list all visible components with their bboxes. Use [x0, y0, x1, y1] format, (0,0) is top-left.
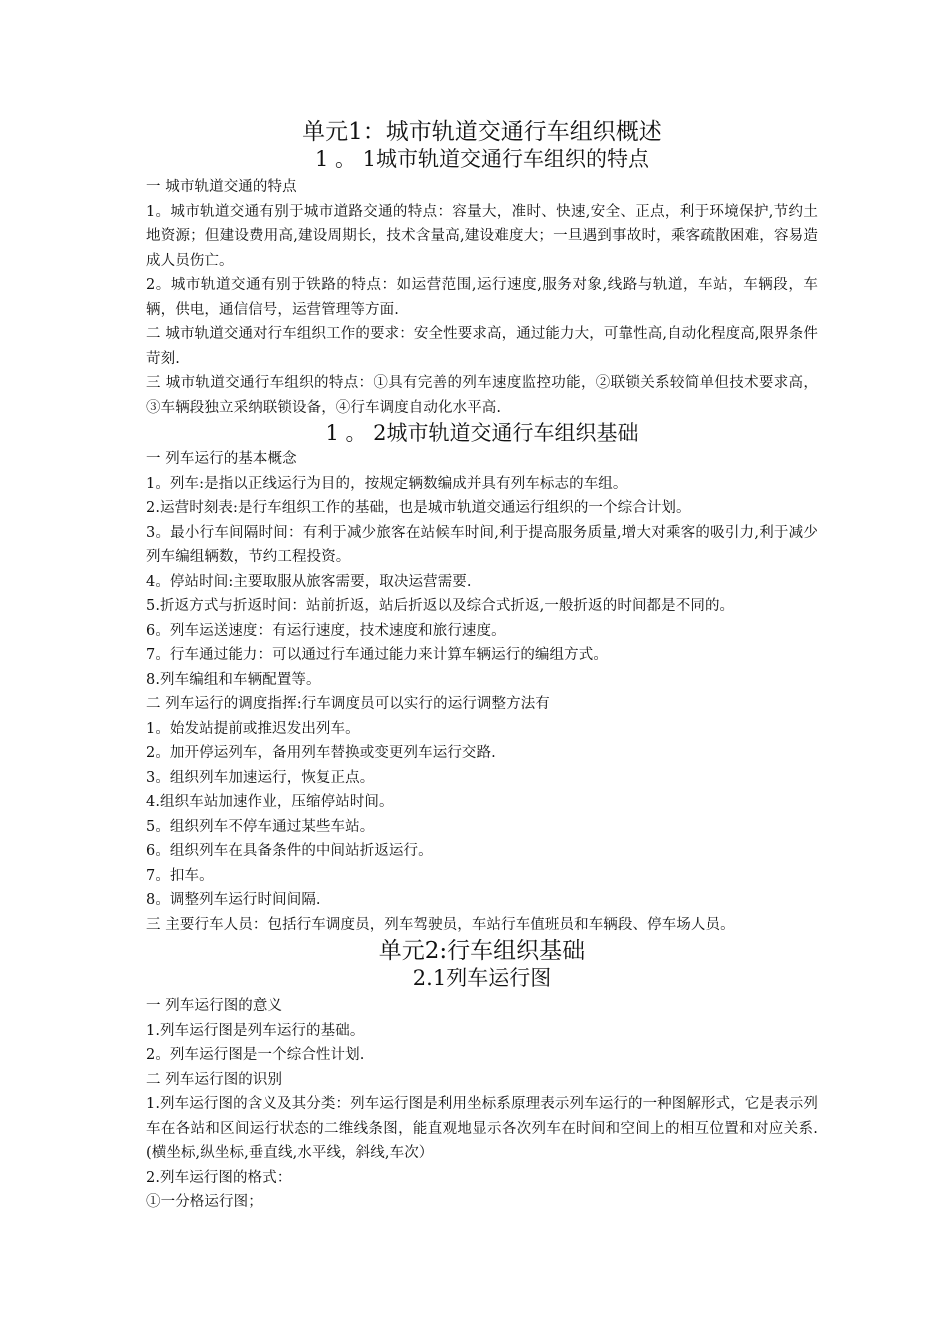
section-2-1-title: 2.1列车运行图 [412, 966, 552, 990]
section-1-1-title: 1 。 1城市轨道交通行车组织的特点 [314, 147, 650, 171]
paragraph: 8.列车编组和车辆配置等。 [146, 671, 321, 688]
paragraph: 2。城市轨道交通有别于铁路的特点：如运营范围,运行速度,服务对象,线路与轨道，车站，车辆段，车辆，供电，通信信号，运营管理等方面. [146, 277, 818, 318]
unit-2-title: 单元2:行车组织基础 [378, 938, 586, 964]
paragraph: 8。调整列车运行时间间隔. [146, 892, 321, 908]
paragraph: 6。组织列车在具备条件的中间站折返运行。 [146, 843, 433, 859]
paragraph: 一 城市轨道交通的特点 [146, 179, 297, 195]
document-page [146, 118, 818, 1215]
paragraph: 2。列车运行图是一个综合性计划. [146, 1047, 365, 1063]
paragraph: 7。扣车。 [146, 867, 214, 884]
paragraph: 6。列车运送速度：有运行速度，技术速度和旅行速度。 [146, 622, 506, 639]
paragraph: 2.运营时刻表:是行车组织工作的基础，也是城市轨道交通运行组织的一个综合计划。 [146, 500, 691, 516]
paragraph: 一 列车运行图的意义 [146, 998, 283, 1014]
paragraph: 二 列车运行图的识别 [146, 1071, 283, 1088]
paragraph: 3。组织列车加速运行，恢复正点。 [146, 769, 375, 786]
paragraph: 1.列车运行图是列车运行的基础。 [146, 1022, 365, 1039]
section-1-2-title: 1 。 2城市轨道交通行车组织基础 [325, 421, 639, 445]
paragraph: 1。列车:是指以正线运行为目的，按规定辆数编成并具有列车标志的车组。 [146, 475, 628, 492]
unit-1-title: 单元1：城市轨道交通行车组织概述 [302, 119, 662, 145]
paragraph: 4.组织车站加速作业，压缩停站时间。 [146, 794, 394, 810]
paragraph: 1。始发站提前或推迟发出列车。 [146, 720, 360, 737]
paragraph: 三 城市轨道交通行车组织的特点：①具有完善的列车速度监控功能，②联锁关系较简单但技术要求高，③车辆段独立采纳联锁设备，④行车调度自动化水平高. [146, 375, 818, 416]
paragraph: 2.列车运行图的格式： [146, 1169, 292, 1186]
paragraph: 1。城市轨道交通有别于城市道路交通的特点：容量大，准时、快速,安全、正点，利于环境保护,节约土地资源；但建设费用高,建设周期长，技术含量高,建设难度大；一旦遇到事故时，乘客疏散困难，容易造成人员伤亡。 [146, 203, 818, 269]
paragraph: 5.折返方式与折返时间：站前折返，站后折返以及综合式折返,一般折返的时间都是不同的。 [146, 598, 735, 614]
paragraph: 1.列车运行图的含义及其分类：列车运行图是利用坐标系原理表示列车运行的一种图解形式，它是表示列车在各站和区间运行状态的二维线条图，能直观地显示各次列车在时间和空间上的相互位置和对应关系.(横坐标,纵坐标,垂直线,水平线，斜线,车次） [146, 1096, 818, 1161]
paragraph: 7。行车通过能力：可以通过行车通过能力来计算车辆运行的编组方式。 [146, 647, 608, 663]
paragraph: 2。加开停运列车，备用列车替换或变更列车运行交路. [146, 745, 496, 761]
paragraph: 4。停站时间:主要取服从旅客需要，取决运营需要. [146, 573, 472, 590]
paragraph: 3。最小行车间隔时间：有利于减少旅客在站候车时间,利于提高服务质量,增大对乘客的吸引力,利于减少列车编组辆数，节约工程投资。 [146, 524, 818, 565]
paragraph: 二 城市轨道交通对行车组织工作的要求：安全性要求高，通过能力大，可靠性高,自动化程度高,限界条件苛刻. [146, 326, 818, 367]
paragraph: 一 列车运行的基本概念 [146, 451, 297, 467]
paragraph: 三 主要行车人员：包括行车调度员，列车驾驶员，车站行车值班员和车辆段、停车场人员。 [146, 916, 735, 933]
paragraph: 二 列车运行的调度指挥:行车调度员可以实行的运行调整方法有 [146, 696, 550, 712]
paragraph: ①一分格运行图； [146, 1194, 263, 1210]
paragraph: 5。组织列车不停车通过某些车站。 [146, 818, 375, 835]
